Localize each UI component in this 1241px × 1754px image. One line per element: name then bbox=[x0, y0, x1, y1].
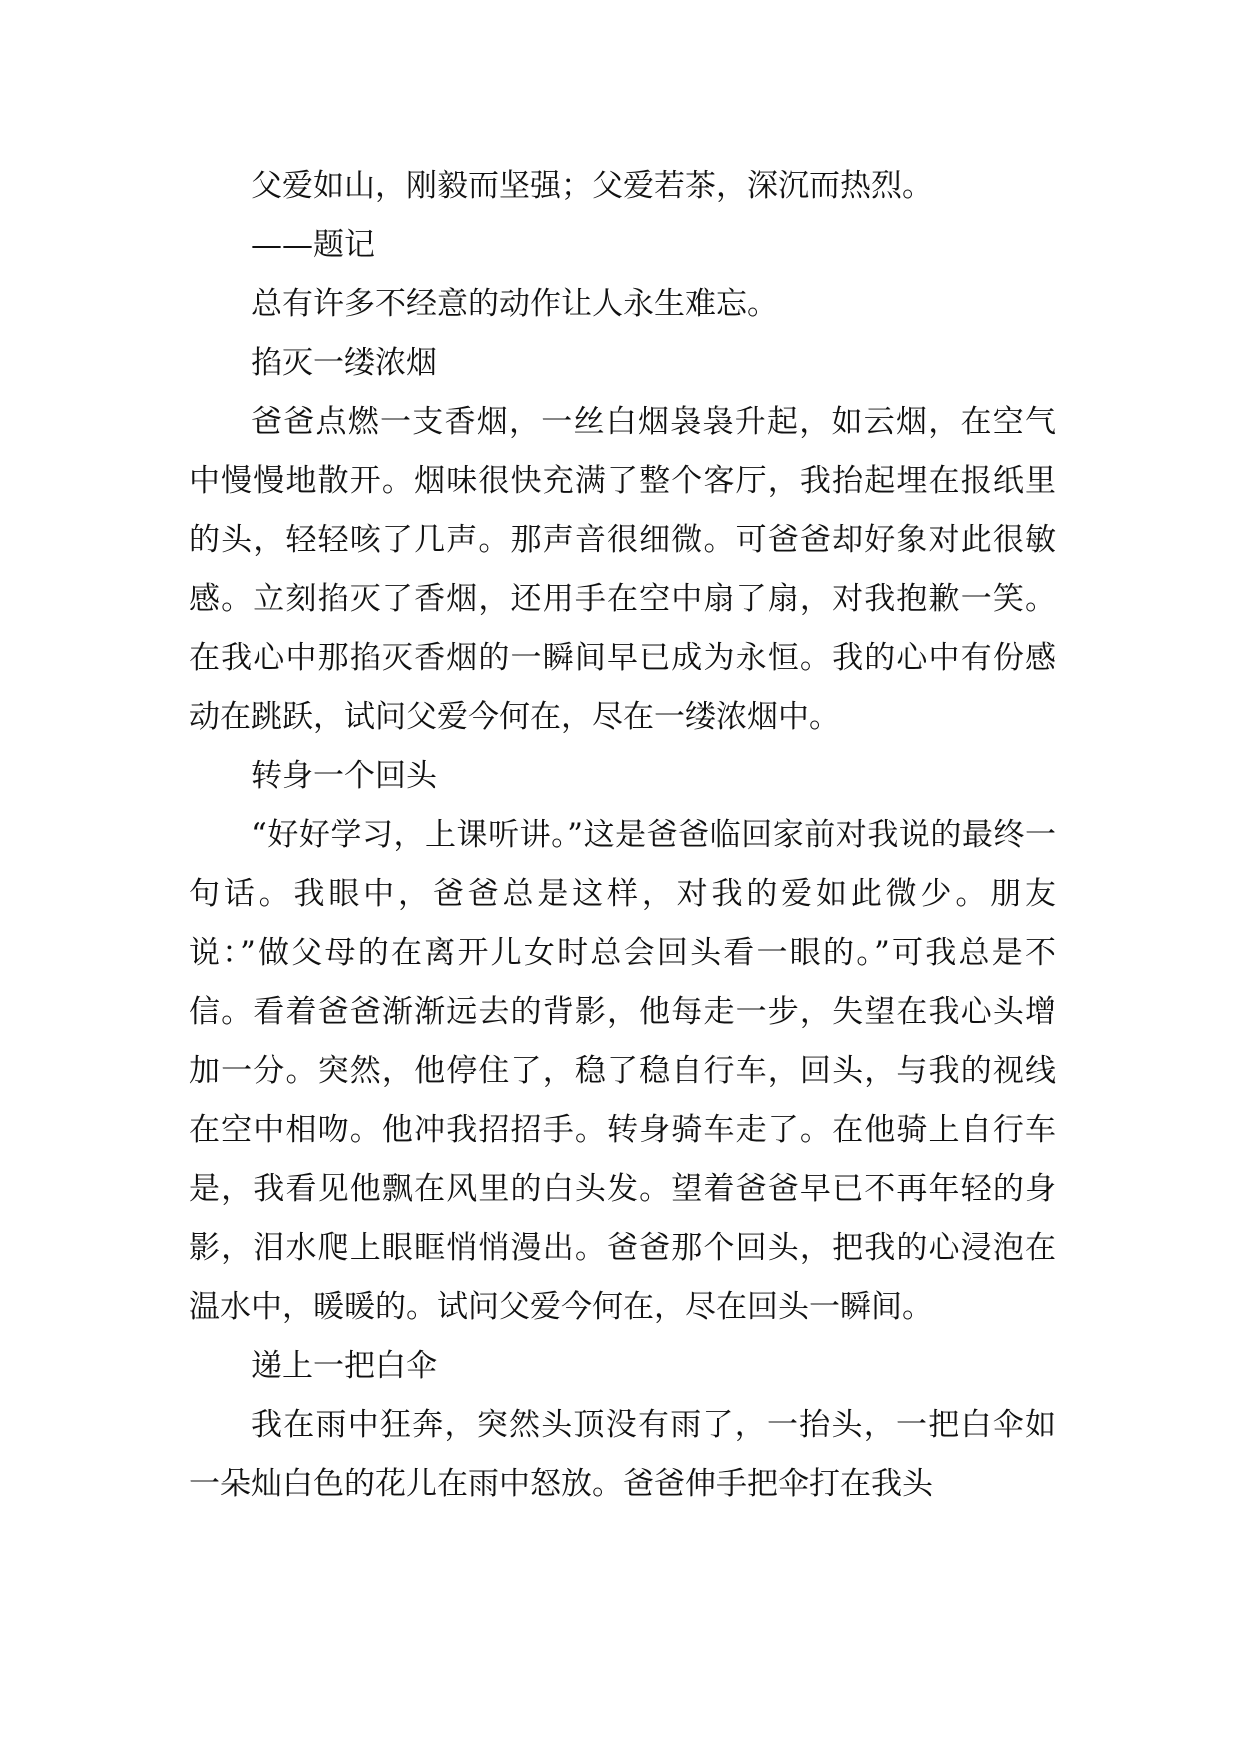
section-heading-smoke: 掐灭一缕浓烟 bbox=[251, 345, 437, 381]
section-heading-turn: 转身一个回头 bbox=[251, 758, 437, 794]
intro-paragraph: 总有许多不经意的动作让人永生难忘。 bbox=[251, 286, 778, 322]
epigraph-line: 父爱如山，刚毅而坚强；父爱若茶，深沉而热烈。 bbox=[251, 168, 933, 204]
section-heading-umbrella: 递上一把白伞 bbox=[251, 1348, 437, 1384]
paragraph-umbrella: 我在雨中狂奔，突然头顶没有雨了，一抬头，一把白伞如一朵灿白色的花儿在雨中怒放。爸爸伸手把伞打在我头 bbox=[189, 1407, 1056, 1502]
paragraph-smoke: 爸爸点燃一支香烟，一丝白烟袅袅升起，如云烟，在空气中慢慢地散开。烟味很快充满了整个客厅，我抬起埋在报纸里的头，轻轻咳了几声。那声音很细微。可爸爸却好象对此很敏感。立刻掐灭了香烟，还用手在空中扇了扇，对我抱歉一笑。在我心中那掐灭香烟的一瞬间早已成为永恒。我的心中有份感动在跳跃，试问父爱今何在，尽在一缕浓烟中。 bbox=[189, 404, 1056, 735]
epigraph-attribution: ——题记 bbox=[251, 227, 375, 263]
body-text bbox=[189, 157, 1056, 1514]
paragraph-turn: “好好学习，上课听讲。”这是爸爸临回家前对我说的最终一句话。我眼中，爸爸总是这样，对我的爱如此微少。朋友说：”做父母的在离开儿女时总会回头看一眼的。”可我总是不信。看着爸爸渐渐远去的背影，他每走一步，失望在我心头增加一分。突然，他停住了，稳了稳自行车，回头，与我的视线在空中相吻。他冲我招招手。转身骑车走了。在他骑上自行车是，我看见他飘在风里的白头发。望着爸爸早已不再年轻的身影，泪水爬上眼眶悄悄漫出。爸爸那个回头，把我的心浸泡在温水中，暖暖的。试问父爱今何在，尽在回头一瞬间。 bbox=[189, 817, 1056, 1325]
